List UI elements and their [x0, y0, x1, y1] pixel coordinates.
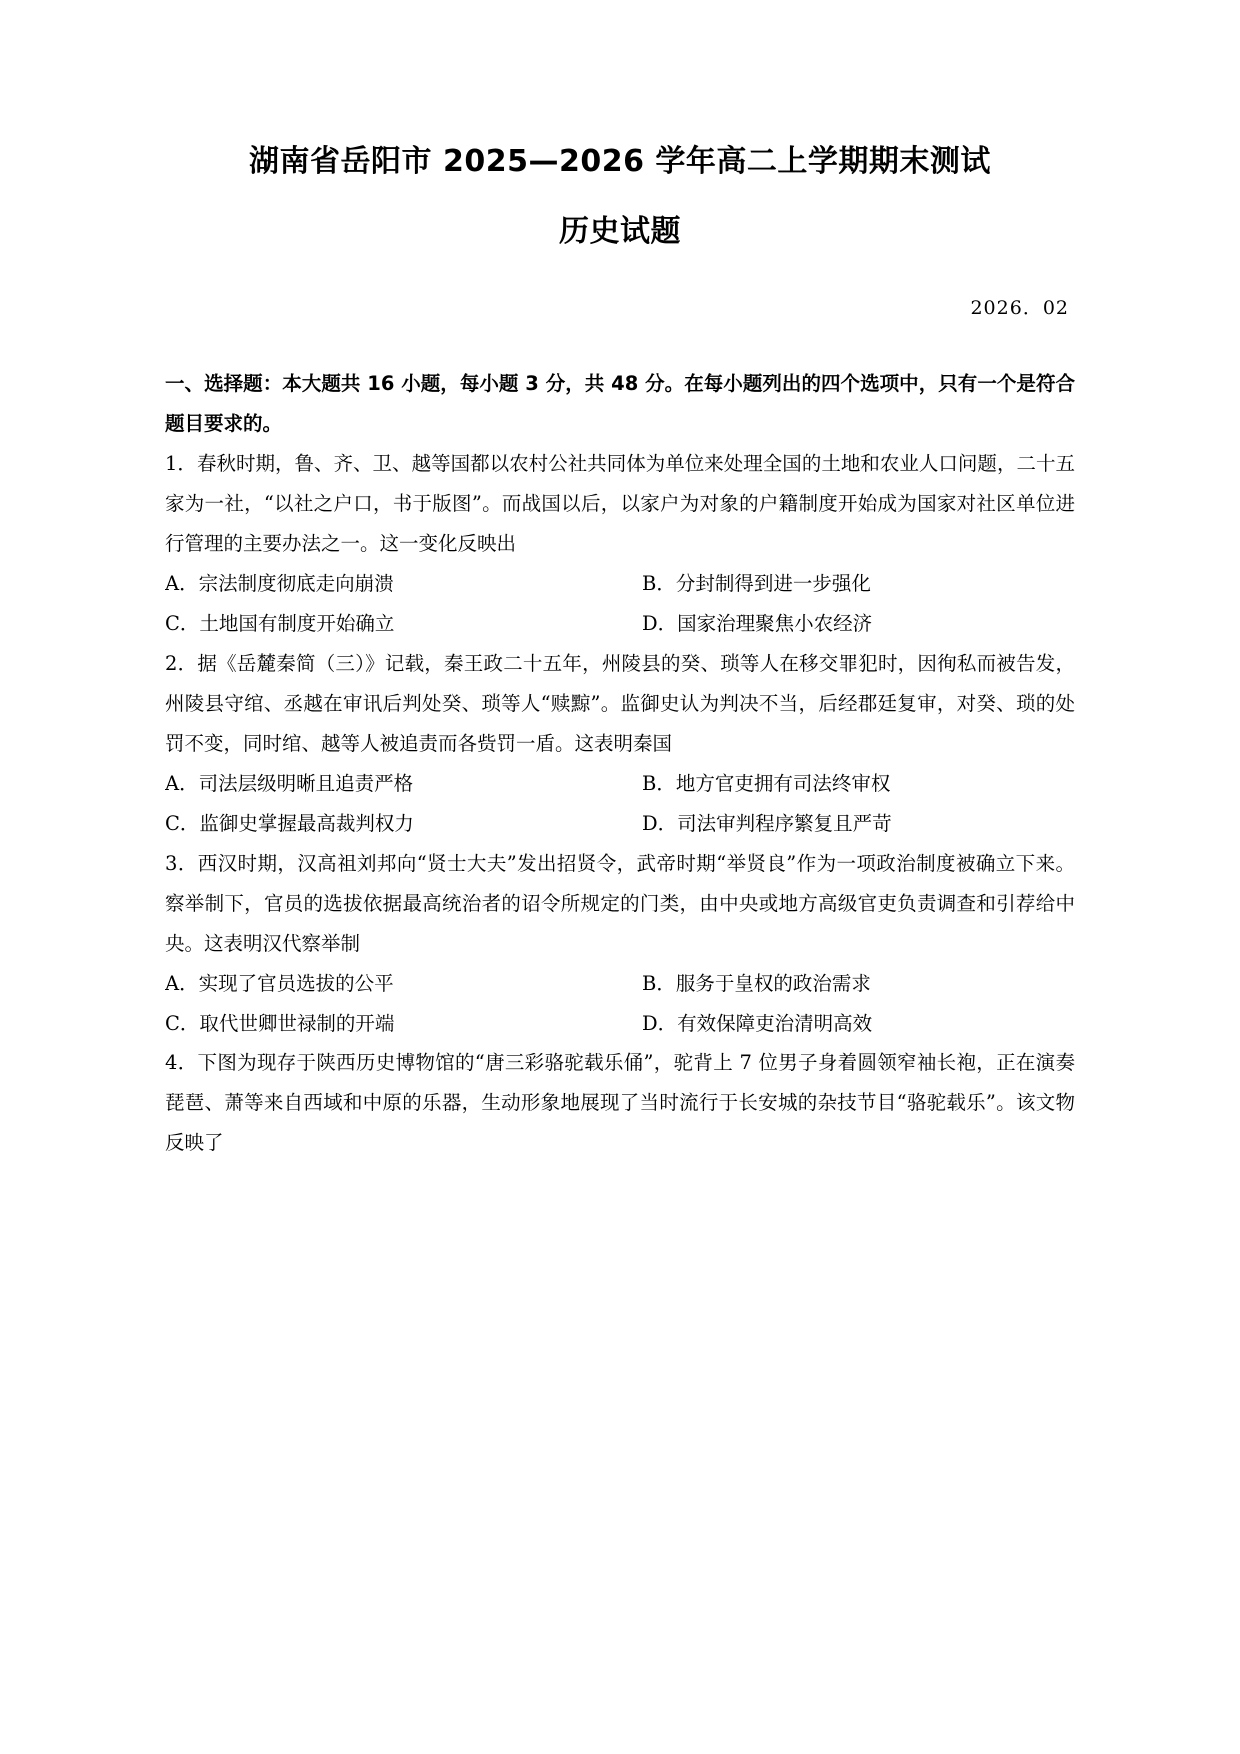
option-b[interactable] [620, 564, 1075, 604]
option-row [165, 1004, 1075, 1044]
option-row [165, 564, 1075, 604]
question-number: 1． [165, 451, 197, 475]
option-b-text: 地方官吏拥有司法终审权 [675, 771, 891, 795]
option-d[interactable] [620, 1004, 1075, 1044]
option-d[interactable] [620, 804, 1075, 844]
option-c[interactable] [165, 804, 620, 844]
option-d-text: 有效保障吏治清明高效 [677, 1011, 873, 1035]
option-row [165, 604, 1075, 644]
question-stem [165, 844, 1075, 964]
question-stem [165, 644, 1075, 764]
option-b-label: B． [642, 571, 676, 595]
option-row [165, 964, 1075, 1004]
option-d-text: 国家治理聚焦小农经济 [677, 611, 873, 635]
option-c[interactable] [165, 1004, 620, 1044]
option-c-text: 土地国有制度开始确立 [199, 611, 395, 635]
option-c-label: C． [165, 1011, 200, 1035]
question-stem [165, 1043, 1075, 1163]
option-d-label: D． [642, 811, 678, 835]
option-b[interactable] [620, 764, 1075, 804]
option-d-label: D． [642, 1011, 678, 1035]
option-b-label: B． [642, 971, 676, 995]
option-c-text: 取代世卿世禄制的开端 [199, 1011, 395, 1035]
option-d-label: D． [642, 611, 678, 635]
page-title: 湖南省岳阳市 2025—2026 学年高二上学期期末测试 [249, 144, 991, 179]
option-a-label: A． [165, 571, 199, 595]
option-a-label: A． [165, 971, 199, 995]
question-body: 下图为现存于陕西历史博物馆的“唐三彩骆驼载乐俑”，驼背上 7 位男子身着圆领窄袖长袍，正在演奏琵琶、萧等来自西域和中原的乐器，生动形象地展现了当时流行于长安城的杂技节目“骆驼载乐”。该文物反映了 [165, 1051, 1075, 1155]
option-c-label: C． [165, 611, 200, 635]
option-c-text: 监御史掌握最高裁判权力 [199, 811, 414, 835]
option-a-text: 司法层级明晰且追责严格 [198, 771, 414, 795]
question-number: 3． [165, 851, 198, 875]
option-a-label: A． [165, 771, 199, 795]
option-a[interactable] [165, 964, 620, 1004]
question-item [165, 644, 1075, 844]
question-body: 西汉时期，汉高祖刘邦向“贤士大夫”发出招贤令，武帝时期“举贤良”作为一项政治制度被确立下来。察举制下，官员的选拔依据最高统治者的诏令所规定的门类，由中央或地方高级官吏负责调查和引荐给中央。这表明汉代察举制 [165, 851, 1075, 955]
section-heading-choice: 一、选择题：本大题共 16 小题，每小题 3 分，共 48 分。在每小题列出的四个选项中，只有一个是符合题目要求的。 [165, 372, 1075, 435]
option-c[interactable] [165, 604, 620, 644]
question-number: 4． [165, 1051, 198, 1075]
question-item [165, 844, 1075, 1044]
question-body: 春秋时期，鲁、齐、卫、越等国都以农村公社共同体为单位来处理全国的土地和农业人口问题，二十五家为一社，“以社之户口，书于版图”。而战国以后，以家户为对象的户籍制度开始成为国家对社区单位进行管理的主要办法之一。这一变化反映出 [165, 451, 1075, 555]
option-c-label: C． [165, 811, 200, 835]
question-stem [165, 444, 1075, 564]
option-b-label: B． [642, 771, 676, 795]
option-row [165, 764, 1075, 804]
option-d[interactable] [620, 604, 1075, 644]
option-a[interactable] [165, 764, 620, 804]
option-a-text: 实现了官员选拔的公平 [198, 971, 394, 995]
question-item [165, 1043, 1075, 1163]
option-b[interactable] [620, 964, 1075, 1004]
question-item [165, 444, 1075, 644]
page-subtitle: 历史试题 [559, 213, 681, 249]
option-d-text: 司法审判程序繁复且严苛 [677, 811, 892, 835]
exam-date: 2026．02 [970, 297, 1069, 319]
option-row [165, 804, 1075, 844]
option-a-text: 宗法制度彻底走向崩溃 [198, 571, 394, 595]
option-b-text: 分封制得到进一步强化 [675, 571, 871, 595]
question-number: 2． [165, 651, 198, 675]
option-a[interactable] [165, 564, 620, 604]
question-body: 据《岳麓秦简（三）》记载，秦王政二十五年，州陵县的癸、琐等人在移交罪犯时，因徇私而被告发，州陵县守绾、丞越在审讯后判处癸、琐等人“赎黥”。监御史认为判决不当，后经郡廷复审，对癸、琐的处罚不变，同时绾、越等人被追责而各赀罚一盾。这表明秦国 [165, 651, 1075, 755]
option-b-text: 服务于皇权的政治需求 [675, 971, 871, 995]
